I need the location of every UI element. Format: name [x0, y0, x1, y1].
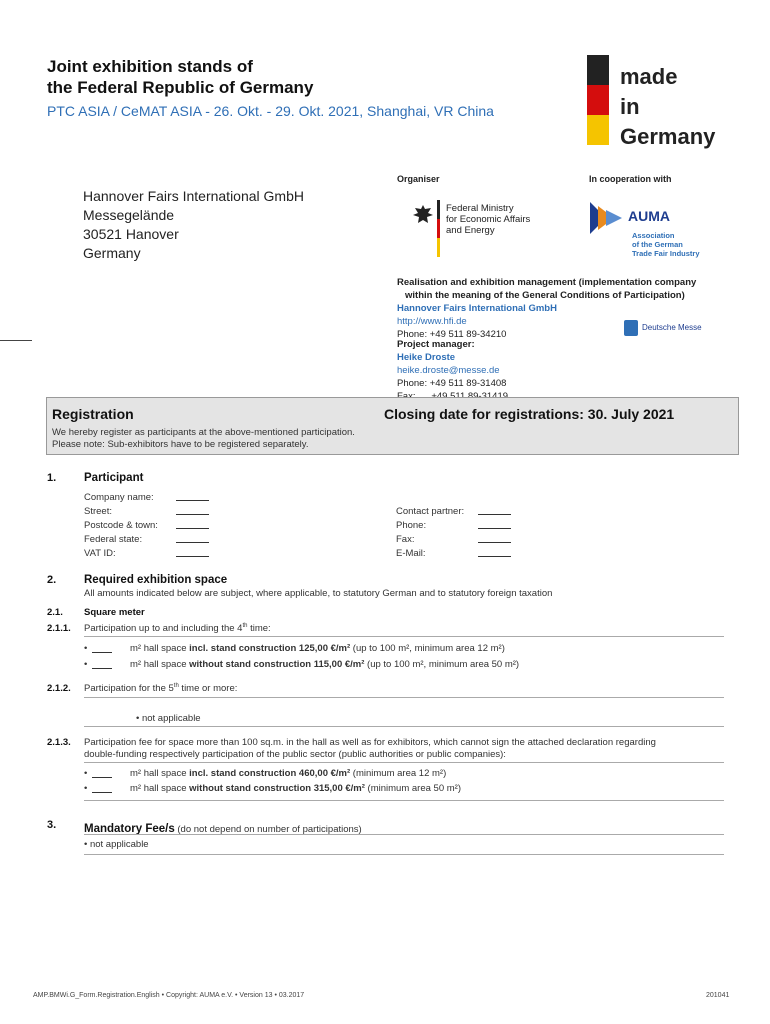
- ministry-flag-stripe: [437, 200, 440, 257]
- registration-text: [52, 427, 355, 451]
- s213-bullet-2: •: [84, 783, 88, 794]
- contact-partner-field[interactable]: [478, 514, 511, 515]
- project-manager-phone: Phone: +49 511 89-31408: [397, 378, 507, 389]
- exhibition-space-heading: Required exhibition space: [84, 574, 228, 586]
- s213-opt1-post: (minimum area 12 m²): [350, 768, 447, 779]
- management-heading-2: within the meaning of the General Conditions of Participation): [405, 290, 685, 301]
- page-title: [47, 56, 313, 98]
- event-subtitle: PTC ASIA / CeMAT ASIA - 26. Okt. - 29. Okt. 2021, Shanghai, VR China: [47, 103, 494, 119]
- divider-2-1-1: [84, 636, 724, 637]
- s213-opt1-bold: incl. stand construction 460,00 €/m²: [189, 768, 351, 779]
- cooperation-label: In cooperation with: [589, 174, 672, 184]
- s211-option-1: [130, 643, 505, 654]
- s211-main: Participation up to and including the 4: [84, 623, 243, 635]
- s211-option-2-field[interactable]: [92, 668, 112, 669]
- mandatory-fees-note: (do not depend on number of participations): [174, 824, 362, 835]
- divider-2-1-3: [84, 762, 724, 763]
- s213-opt2-post: (minimum area 50 m²): [364, 783, 461, 794]
- ministry-line-2: for Economic Affairs: [446, 214, 531, 225]
- ministry-line-3: and Energy: [446, 225, 495, 236]
- flag-gold-bar: [587, 115, 609, 145]
- s213-bullet-1: •: [84, 768, 88, 779]
- ministry-line-1: Federal Ministry: [446, 203, 514, 214]
- auma-subtitle: [632, 231, 700, 258]
- s211-sup: th: [242, 623, 248, 629]
- management-website-link[interactable]: http://www.hfi.de: [397, 316, 467, 327]
- fax-field-label: Fax:: [396, 534, 415, 545]
- organiser-label: Organiser: [397, 174, 440, 184]
- deutsche-messe-label: Deutsche Messe: [642, 323, 702, 332]
- project-manager-block: [397, 338, 597, 403]
- registration-text-1: We hereby register as participants at the above-mentioned participation.: [52, 427, 355, 438]
- s213-opt1-pre: m² hall space: [130, 768, 190, 779]
- footer-form-number: 201041: [706, 992, 730, 999]
- section-3-number: 3.: [47, 819, 57, 831]
- participant-left-labels: [84, 491, 158, 561]
- flag-black-bar: [587, 55, 609, 85]
- project-manager-label: Project manager:: [397, 339, 475, 350]
- vat-id-label: VAT ID:: [84, 548, 116, 559]
- s213-opt2-pre: m² hall space: [130, 783, 190, 794]
- auma-line-3: Trade Fair Industry: [632, 249, 700, 258]
- federal-state-label: Federal state:: [84, 534, 143, 545]
- closing-date: Closing date for registrations: 30. July 2021: [384, 406, 675, 422]
- s212-not-applicable: • not applicable: [136, 713, 201, 724]
- s212-main: Participation for the 5: [84, 683, 174, 695]
- section-2-1-3-number: 2.1.3.: [47, 737, 71, 748]
- s211-opt1-post: (up to 100 m², minimum area 12 m²): [350, 643, 505, 654]
- auma-name: AUMA: [628, 208, 670, 224]
- footer-copyright: AMP.BMWi.G_Form.Registration.English • Copyright: AUMA e.V. • Version 13 • 03.2017: [33, 992, 305, 999]
- divider-2-1-2-end: [84, 726, 724, 727]
- square-meter-heading: Square meter: [84, 607, 145, 618]
- s213-option-1-field[interactable]: [92, 777, 112, 778]
- s213-line-1: Participation fee for space more than 100 sq.m. in the hall as well as for exhibitors, which cannot sign the attached declaration regarding: [84, 737, 656, 748]
- section-1-number: 1.: [47, 472, 57, 484]
- contact-partner-label: Contact partner:: [396, 506, 465, 517]
- logo-line-1: made: [620, 64, 678, 89]
- s211-option-2: [130, 659, 519, 670]
- participant-heading: Participant: [84, 472, 144, 484]
- email-field[interactable]: [478, 556, 511, 557]
- mandatory-fees-heading: Mandatory Fee/s: [84, 823, 175, 835]
- address-line-3: 30521 Hanover: [83, 226, 179, 242]
- vat-id-field[interactable]: [176, 556, 209, 557]
- registration-title: Registration: [52, 406, 134, 422]
- federal-eagle-icon: [411, 203, 435, 227]
- made-in-germany-logo: [620, 62, 715, 152]
- management-heading-1: Realisation and exhibition management (implementation company: [397, 277, 697, 288]
- phone-label: Phone:: [396, 520, 427, 531]
- taxation-note: All amounts indicated below are subject, where applicable, to statutory German and to statutory foreign taxation: [84, 588, 553, 599]
- s213-option-2-field[interactable]: [92, 792, 112, 793]
- section-2-1-number: 2.1.: [47, 607, 63, 618]
- title-line-1: Joint exhibition stands of: [47, 57, 253, 76]
- s211-text: [84, 623, 271, 634]
- postcode-town-label: Postcode & town:: [84, 520, 158, 531]
- s213-line-2: double-funding respectively participation of the public sector (public authorities or public companies):: [84, 749, 506, 760]
- s211-opt1-bold: incl. stand construction 125,00 €/m²: [189, 643, 351, 654]
- fees-not-applicable: • not applicable: [84, 839, 149, 850]
- logo-line-2: in: [620, 94, 640, 119]
- management-company: Hannover Fairs International GmbH: [397, 303, 557, 314]
- s211-opt1-pre: m² hall space: [130, 643, 190, 654]
- s211-option-1-field[interactable]: [92, 652, 112, 653]
- s213-option-1: [130, 768, 446, 779]
- section-2-1-1-number: 2.1.1.: [47, 623, 71, 634]
- divider-3: [84, 834, 724, 835]
- s211-bullet-1: •: [84, 643, 88, 654]
- management-phone: Phone: +49 511 89-34210: [397, 329, 507, 340]
- address-line-2: Messegelände: [83, 207, 175, 223]
- divider-2-1-2: [84, 697, 724, 698]
- divider-3-end: [84, 854, 724, 855]
- auma-logo-icon: [588, 200, 624, 236]
- fax-field[interactable]: [478, 542, 511, 543]
- phone-field[interactable]: [478, 528, 511, 529]
- logo-line-3: Germany: [620, 124, 716, 149]
- address-line-1: Hannover Fairs International GmbH: [83, 188, 304, 204]
- fold-mark: [0, 340, 32, 341]
- address-line-4: Germany: [83, 245, 141, 261]
- company-name-label: Company name:: [84, 492, 154, 503]
- section-2-1-2-number: 2.1.2.: [47, 683, 71, 694]
- divider-2-1-3-end: [84, 800, 724, 801]
- organiser-address: [83, 187, 304, 263]
- street-label: Street:: [84, 506, 112, 517]
- auma-line-1: Association: [632, 231, 675, 240]
- s211-opt2-bold: without stand construction 115,00 €/m²: [189, 659, 365, 670]
- s211-bullet-2: •: [84, 659, 88, 670]
- title-line-2: the Federal Republic of Germany: [47, 78, 314, 97]
- project-manager-email-link[interactable]: heike.droste@messe.de: [397, 365, 500, 376]
- s213-option-2: [130, 783, 461, 794]
- flag-red-bar: [587, 85, 609, 115]
- street-field[interactable]: [176, 514, 209, 515]
- ministry-name: [446, 203, 530, 236]
- s212-tail: time or more:: [178, 683, 238, 695]
- federal-state-field[interactable]: [176, 542, 209, 543]
- s211-opt2-pre: m² hall space: [130, 659, 190, 670]
- s213-text: [84, 737, 724, 761]
- company-name-field[interactable]: [176, 500, 209, 501]
- postcode-town-field[interactable]: [176, 528, 209, 529]
- s213-opt2-bold: without stand construction 315,00 €/m²: [189, 783, 365, 794]
- participant-right-labels: [396, 505, 464, 561]
- email-label: E-Mail:: [396, 548, 426, 559]
- s211-tail: time:: [247, 623, 271, 635]
- deutsche-messe-icon: [624, 320, 638, 336]
- auma-line-2: of the German: [632, 240, 683, 249]
- project-manager-name: Heike Droste: [397, 352, 456, 363]
- s211-opt2-post: (up to 100 m², minimum area 50 m²): [364, 659, 520, 670]
- s212-text: [84, 683, 237, 694]
- section-2-number: 2.: [47, 574, 57, 586]
- registration-text-2: Please note: Sub-exhibitors have to be registered separately.: [52, 439, 309, 450]
- s212-sup: th: [173, 683, 179, 689]
